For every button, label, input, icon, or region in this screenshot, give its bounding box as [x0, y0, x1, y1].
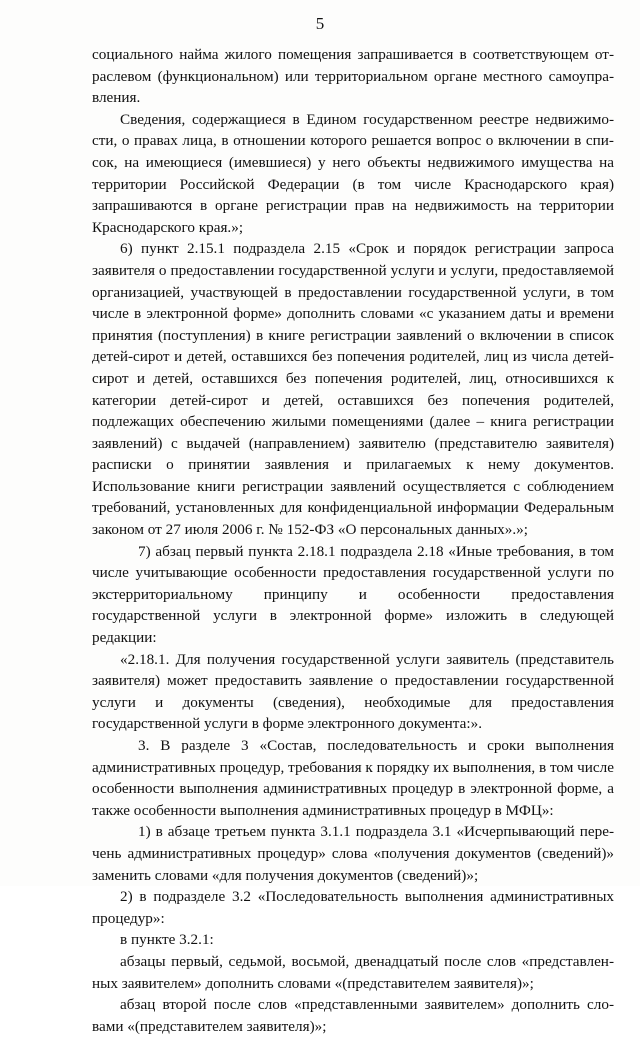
paragraph-5: «2.18.1. Для получения государственной услуги заявитель (представитель заявителя) может предоставить заявление о предоставлении государственной услуги и документы (сведения), необходимые для предоставления государственной услуги в форме электронного документа:». [92, 650, 614, 733]
paragraph-2: Сведения, содержащиеся в Едином государственном реестре недвижимости, о правах лица, в отношении которого решается вопрос о включении в список, на имеющиеся (имевшиеся) у него объекты недвижимого имущества на территории Российской Федерации (в том числе Краснодарского края) запрашиваются в органе регистрации прав на недвижимость на территории Краснодарского края.»; [92, 110, 614, 236]
paragraph-1: социального найма жилого помещения запрашивается в соответствующем отраслевом (функциональном) или территориальном органе местного самоуправления. [92, 46, 614, 107]
document-body [92, 44, 614, 1037]
paragraph-8: 2) в подразделе 3.2 «Последовательность выполнения административных процедур»: [92, 888, 614, 927]
paragraph-6: 3. В разделе 3 «Состав, последовательность и сроки выполнения административных процедур, требования к порядку их выполнения, в том числе особенности выполнения административных процедур в электронной форме, а также особенности выполнения административных процедур в МФЦ»: [92, 737, 614, 819]
page-number: 5 [315, 14, 325, 33]
paragraph-3: 6) пункт 2.15.1 подраздела 2.15 «Срок и порядок регистрации запроса заявителя о предоставлении государственной услуги и услуги, предоставляемой организацией, участвующей в предоставлении государственной услуги, в том числе в электронной форме» дополнить словами «с указанием даты и времени принятия (поступления) в книге регистрации заявлений о включении в список детей-сирот и детей, оставшихся без попечения родителей, лиц из числа детей-сирот и детей, оставшихся без попечения родителей, лиц, относившихся к категории детей-сирот и детей, оставшихся без попечения родителей, подлежащих обеспечению жилыми помещениями (далее – книга регистрации заявлений) с выдачей (направлением) заявителю (представителю заявителя) расписки о принятии заявления и прилагаемых к нему документов. Использование книги регистрации заявлений осуществляется с соблюдением требований, установленных для конфиденциальной информации Федеральным законом от 27 июля 2006 г. № 152-ФЗ «О персональных данных».»; [92, 240, 614, 539]
paragraph-4: 7) абзац первый пункта 2.18.1 подраздела 2.18 «Иные требования, в том числе учитывающие особенности предоставления государственной услуги по экстерриториальному принципу и особенности предоставления государственной услуги в электронной форме» изложить в следующей редакции: [92, 542, 614, 647]
paragraph-10: абзацы первый, седьмой, восьмой, двенадцатый после слов «представленных заявителем» дополнить словами «(представителем заявителя)»; [92, 952, 614, 992]
paragraph-11: абзац второй после слов «представленными заявителем» дополнить словами «(представителем заявителя)»; [92, 996, 614, 1035]
paragraph-9: в пункте 3.2.1: [120, 931, 214, 949]
paragraph-7: 1) в абзаце третьем пункта 3.1.1 подраздела 3.1 «Исчерпывающий перечень административных процедур» слова «получения документов (сведений)» заменить словами «для получения документов (сведений)»; [92, 823, 614, 884]
